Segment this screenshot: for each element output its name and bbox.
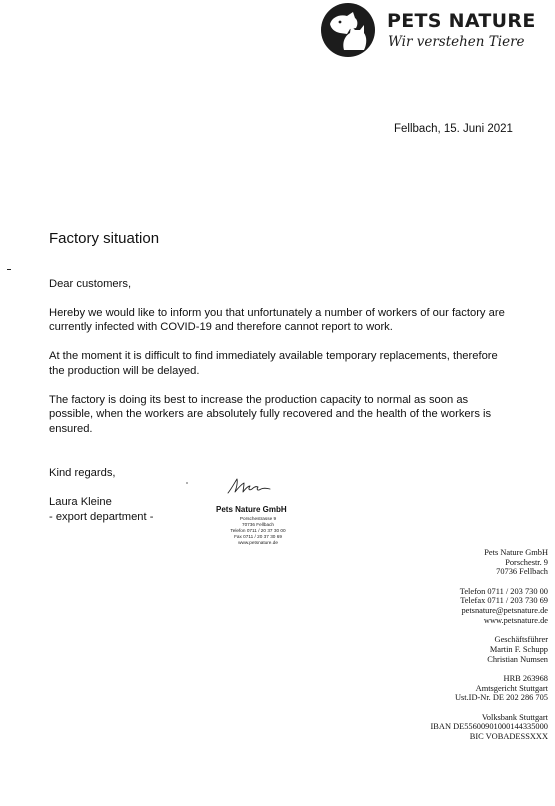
stamp-line: Telefon 0711 / 20 37 30 00 (230, 528, 286, 533)
footer-line: Telefon 0711 / 203 730 00 (459, 586, 548, 596)
greeting: Dear customers, (49, 278, 132, 290)
footer-line: BIC VOBADESSXXX (469, 731, 548, 741)
footer-address (378, 548, 548, 577)
footer-line: Telefax 0711 / 203 730 69 (460, 596, 548, 606)
dog-and-cat-logo-icon (320, 2, 376, 58)
footer-line: Porschestr. 9 (505, 557, 548, 567)
footer-line: Geschäftsführer (494, 635, 548, 645)
footer-line: Christian Numsen (487, 654, 548, 664)
footer-line: IBAN DE55600901000144335000 (430, 722, 548, 732)
closing-regards: Kind regards, (49, 467, 116, 479)
footer-website: www.petsnature.de (483, 615, 548, 625)
footer-email: petsnature@petsnature.de (461, 606, 548, 616)
fold-mark (7, 269, 11, 270)
paragraph-3: The factory is doing its best to increase the production capacity to normal as soon as possible, when the workers are absolutely fully recovered and the health of the workers is ensured. (49, 393, 492, 435)
footer-line: Pets Nature GmbH (484, 548, 548, 557)
stamp-speck (186, 482, 188, 484)
footer-management (378, 635, 548, 664)
signer-name: Laura Kleine (49, 496, 112, 509)
logo-tagline: Wir verstehen Tiere (388, 34, 525, 50)
company-details (378, 548, 548, 751)
stamp-line: Fax 0711 / 20 37 30 69 (234, 534, 282, 539)
letter-body (49, 277, 509, 451)
handwritten-signature (226, 476, 272, 496)
stamp-line: Porschestrasse 9 (239, 516, 277, 521)
footer-line: Amtsgericht Stuttgart (475, 683, 548, 693)
footer-registry (378, 674, 548, 703)
stamp-line: 70736 Fellbach (241, 522, 275, 527)
footer-contact (378, 587, 548, 626)
letter-closing (49, 466, 153, 524)
letter-subject: Factory situation (49, 230, 160, 247)
footer-bank (378, 713, 548, 742)
footer-line: HRB 263968 (503, 673, 548, 683)
stamp-company: Pets Nature GmbH (216, 505, 287, 514)
paragraph-1: Hereby we would like to inform you that unfortunately a number of workers of our factory are currently infected with COVID-19 and therefore cannot report to work. (49, 306, 505, 334)
signer-department: - export department - (49, 510, 154, 523)
paragraph-2: At the moment it is difficult to find immediately available temporary replacements, therefore the production will be delayed. (49, 350, 498, 377)
footer-line: Martin F. Schupp (489, 644, 548, 654)
date-line: Fellbach, 15. Juni 2021 (394, 123, 513, 135)
stamp-line: www.petsnature.de (238, 540, 278, 545)
footer-line: Ust.ID-Nr. DE 202 286 705 (454, 693, 548, 703)
stamp-details (226, 516, 290, 546)
logo-wordmark: PETS NATURE (387, 10, 536, 32)
footer-line: Volksbank Stuttgart (481, 712, 548, 722)
footer-line: 70736 Fellbach (496, 567, 548, 577)
